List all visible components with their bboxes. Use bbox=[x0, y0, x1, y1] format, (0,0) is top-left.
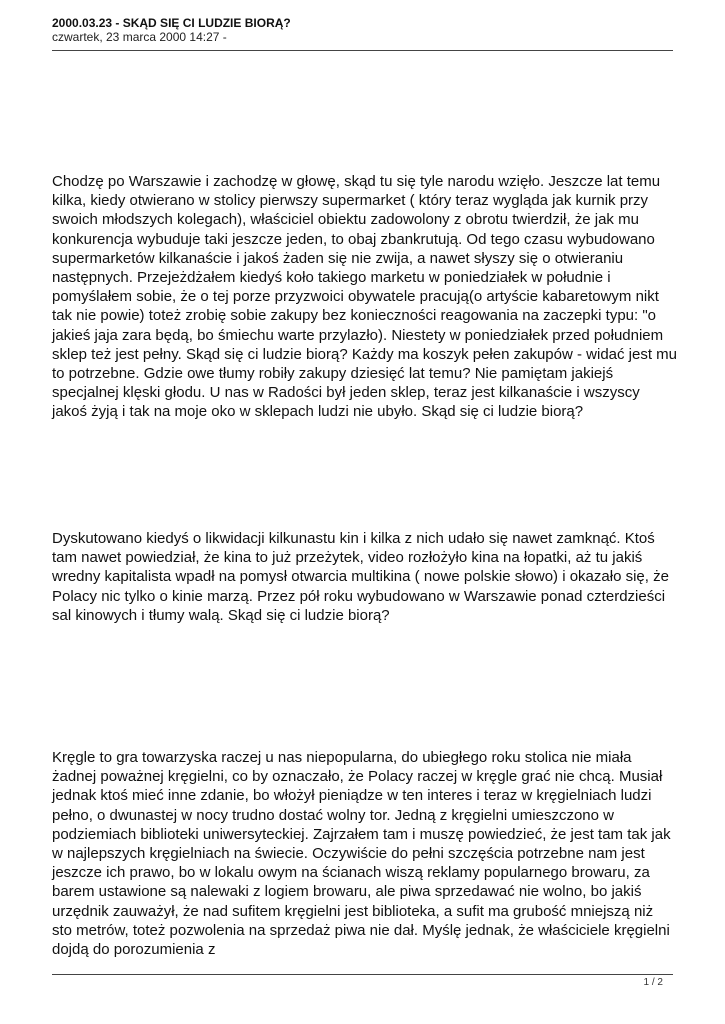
document-title: 2000.03.23 - SKĄD SIĘ CI LUDZIE BIORĄ? bbox=[52, 16, 291, 30]
document-header bbox=[52, 16, 673, 44]
footer-divider bbox=[52, 974, 673, 975]
paragraph-supermarkets: Chodzę po Warszawie i zachodzę w głowę, skąd tu się tyle narodu wzięło. Jeszcze lat temu kilka, kiedy otwierano w stolicy pierwszy supermarket ( który teraz wygląda jak kurnik przy swoich młodszych kolegach), właściciel obiektu zadowolony z obrotu twierdził, że jak mu konkurencja wybuduje taki jeszcze jeden, to obaj zbankrutują. Od tego czasu wybudowano supermarketów kilkanaście i jakoś żaden się nie zwija, a nawet słyszy się o otwieraniu następnych. Przejeżdżałem kiedyś koło takiego marketu w poniedziałek w południe i pomyślałem sobie, że o tej porze przyzwoici obywatele pracują(o artyście kabaretowym nikt tak nie powie) toteż zrobię sobie zakupy bez konieczności reagowania na zaczepki typu: "o jakieś jaja zara będą, bo śmiechu warte przylazło). Niestety w poniedziałek przed południem sklep też jest pełny. Skąd się ci ludzie biorą? Każdy ma koszyk pełen zakupów - widać jest mu to potrzebne. Gdzie owe tłumy robiły zakupy dziesięć lat temu? Nie pamiętam jakiejś specjalnej klęski głodu. U nas w Radości był jeden sklep, teraz jest kilkanaście i wszyscy jakoś żyją i tak na moje oko w sklepach ludzi nie ubyło. Skąd się ci ludzie biorą? bbox=[52, 173, 678, 421]
page-number: 1 / 2 bbox=[643, 977, 663, 988]
header-divider bbox=[52, 50, 673, 51]
paragraph-cinemas: Dyskutowano kiedyś o likwidacji kilkunastu kin i kilka z nich udało się nawet zamknąć. Ktoś tam nawet powiedział, że kina to już przeżytek, video rozłożyło kina na łopatki, aż tu jakiś wredny kapitalista wpadł na pomysł otwarcia multikina ( nowe polskie słowo) i okazało się, że Polacy nic tylko o kinie marzą. Przez pół roku wybudowano w Warszawie ponad czterdzieści sal kinowych i tłumy walą. Skąd się ci ludzie biorą? bbox=[52, 530, 669, 624]
document-date: czwartek, 23 marca 2000 14:27 - bbox=[52, 30, 227, 44]
paragraph-bowling: Kręgle to gra towarzyska raczej u nas niepopularna, do ubiegłego roku stolica nie miała żadnej poważnej kręgielni, co by oznaczało, że Polacy raczej w kręgle grać nie chcą. Musiał jednak ktoś mieć inne zdanie, bo włożył pieniądze w ten interes i teraz w kręgielniach ludzi pełno, o dwunastej w nocy trudno dostać wolny tor. Jedną z kręgielni umieszczono w podziemiach biblioteki uniwersyteckiej. Zajrzałem tam i muszę powiedzieć, że jest tam tak jak w najlepszych kręgielniach na świecie. Oczywiście do pełni szczęścia potrzebne nam jest jeszcze ich prawo, bo w lokalu owym na ścianach wiszą reklamy popularnego browaru, za barem ustawione są nalewaki z logiem browaru, ale piwa sprzedawać nie wolno, bo jakiś urzędnik zauważył, że nad sufitem kręgielni jest biblioteka, a sufit ma grubość mniejszą niż sto metrów, toteż pozwolenia na sprzedaż piwa nie dał. Myślę jednak, że właściciele kręgielni dojdą do porozumienia z bbox=[52, 749, 671, 959]
